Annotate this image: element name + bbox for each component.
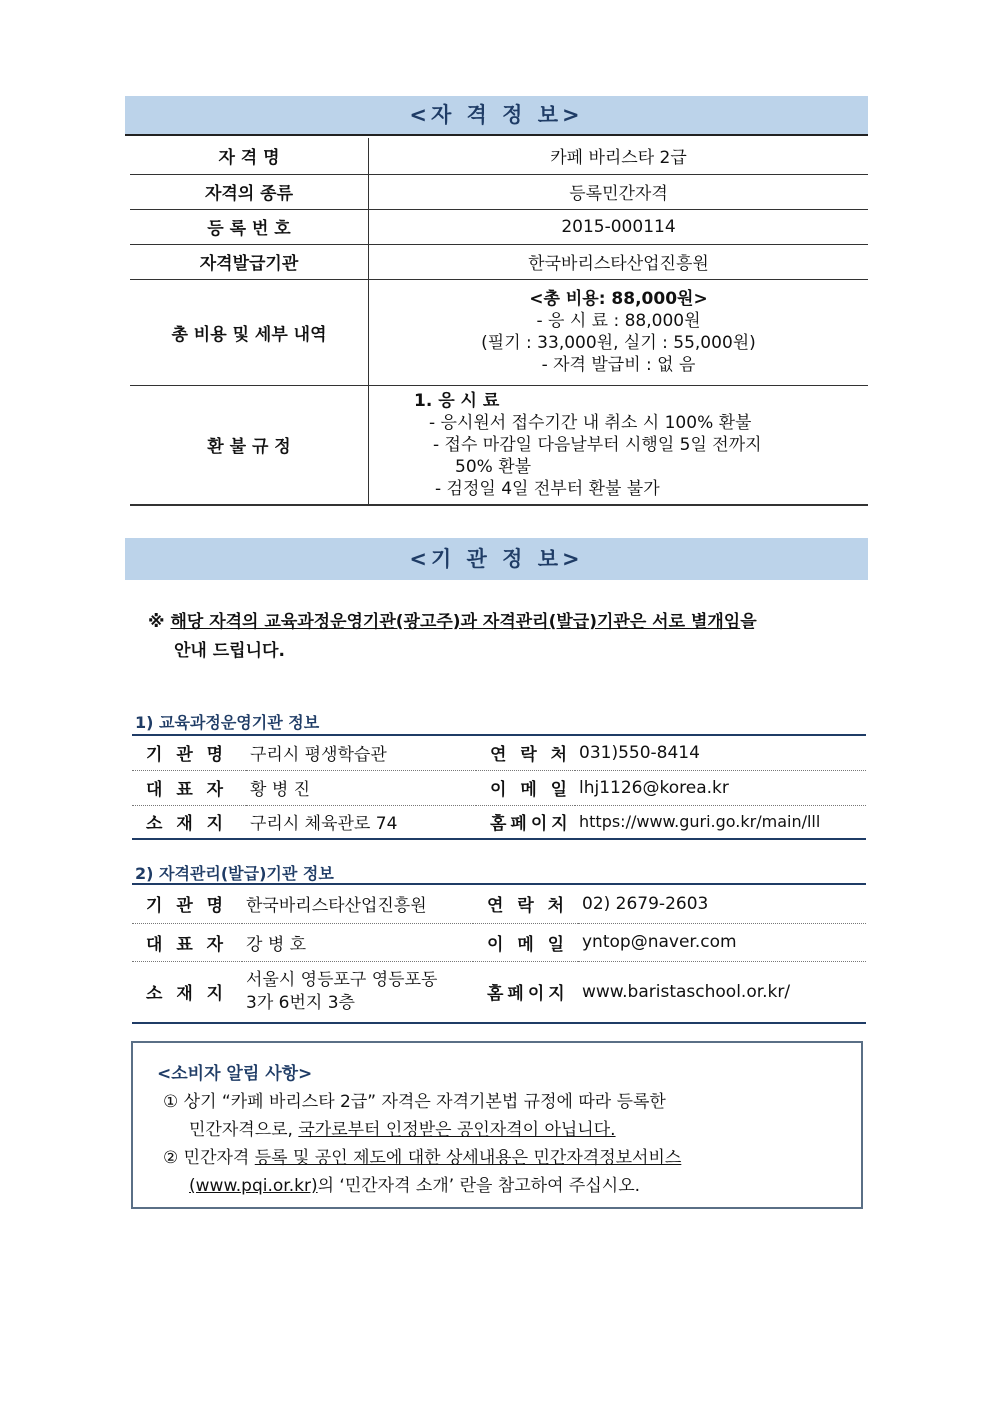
value-homepage: www.baristaschool.or.kr/	[578, 961, 866, 1023]
notice-line-2: 안내 드립니다.	[174, 641, 285, 661]
label-homepage: 홈페이지	[476, 805, 575, 839]
consumer-item-2-line-2	[189, 1171, 640, 1196]
label-address: 소 재 지	[132, 961, 242, 1023]
label-email: 이 메 일	[476, 770, 575, 805]
label-contact: 연 락 처	[476, 735, 575, 770]
issue-org-title: 2) 자격관리(발급)기관 정보	[135, 864, 334, 883]
notice-underlined: 해당 자격의 교육과정운영기관(광고주)과 자격관리(발급)기관은 서로 별개임	[170, 612, 741, 632]
consumer-notice-title: <소비자 알림 사항>	[157, 1064, 313, 1084]
row-value: 한국바리스타산업진흥원	[369, 244, 869, 279]
value-representative: 강 병 호	[242, 923, 473, 961]
cost-row	[130, 279, 868, 385]
item-2-underlined: 등록 및 공인 제도에 대한 상세내용은 민간자격정보서비스	[254, 1148, 682, 1168]
value-email: yntop@naver.com	[578, 923, 866, 961]
table-row	[132, 770, 866, 805]
label-contact: 연 락 처	[473, 884, 578, 923]
refund-line: - 응시원서 접수기간 내 취소 시 100% 환불	[429, 412, 752, 433]
consumer-item-2-line-1	[163, 1143, 681, 1168]
item-1-text: 민간자격으로,	[189, 1120, 299, 1140]
qualification-band-title: <자 격 정 보>	[409, 103, 584, 127]
value-email: lhj1126@korea.kr	[575, 770, 866, 805]
refund-detail	[369, 385, 869, 505]
table-row	[132, 805, 866, 839]
address-line-1: 서울시 영등포구 영등포동	[246, 969, 438, 990]
table-row	[130, 244, 868, 279]
value-contact: 02) 2679-2603	[578, 884, 866, 923]
table-row	[130, 209, 868, 244]
row-value: 2015-000114	[369, 209, 869, 244]
value-address	[242, 961, 473, 1023]
cost-detail	[369, 279, 869, 385]
qualification-table	[130, 138, 868, 506]
refund-line: - 접수 마감일 다음날부터 시행일 5일 전까지	[433, 434, 762, 455]
value-homepage: https://www.guri.go.kr/main/lll	[575, 805, 866, 839]
label-representative: 대 표 자	[132, 770, 246, 805]
label-org-name: 기 관 명	[132, 735, 246, 770]
cost-breakdown: (필기 : 33,000원, 실기 : 55,000원)	[481, 333, 756, 353]
label-org-name: 기 관 명	[132, 884, 242, 923]
row-label: 자격발급기관	[130, 244, 369, 279]
table-row	[132, 735, 866, 770]
row-label: 등 록 번 호	[130, 209, 369, 244]
qualification-band	[125, 96, 868, 134]
consumer-notice-box	[131, 1041, 863, 1209]
label-email: 이 메 일	[473, 923, 578, 961]
agency-band-title: <기 관 정 보>	[409, 547, 584, 571]
cost-exam-fee: - 응 시 료 : 88,000원	[536, 311, 701, 331]
edu-org-table	[132, 734, 866, 840]
issue-org-table	[132, 883, 866, 1024]
agency-notice	[148, 608, 848, 666]
item-1-underlined: 국가로부터 인정받은 공인자격이 아닙니다.	[298, 1120, 616, 1140]
refund-line: 50% 환불	[455, 456, 532, 477]
label-address: 소 재 지	[132, 805, 246, 839]
table-row	[132, 961, 866, 1023]
value-contact: 031)550-8414	[575, 735, 866, 770]
value-org-name: 구리시 평생학습관	[246, 735, 476, 770]
table-row	[132, 923, 866, 961]
refund-row	[130, 385, 868, 505]
value-address: 구리시 체육관로 74	[246, 805, 476, 839]
cost-label: 총 비용 및 세부 내역	[130, 279, 369, 385]
consumer-item-1-line-2	[189, 1115, 616, 1140]
edu-org-title: 1) 교육과정운영기관 정보	[135, 713, 320, 732]
refund-heading: 1. 응 시 료	[414, 390, 500, 411]
row-value: 카페 바리스타 2급	[369, 138, 869, 174]
item-2-text: ② 민간자격	[163, 1148, 255, 1168]
consumer-item-1-line-1: ① 상기 “카페 바리스타 2급” 자격은 자격기본법 규정에 따라 등록한	[163, 1092, 666, 1112]
refund-label: 환 불 규 정	[130, 385, 369, 505]
value-representative: 황 병 진	[246, 770, 476, 805]
value-org-name: 한국바리스타산업진흥원	[242, 884, 473, 923]
row-label: 자 격 명	[130, 138, 369, 174]
qualification-band-line	[125, 134, 868, 136]
pqi-link[interactable]: (www.pqi.or.kr)	[189, 1176, 318, 1196]
label-homepage: 홈페이지	[473, 961, 578, 1023]
notice-tail: 을	[740, 612, 757, 632]
row-label: 자격의 종류	[130, 174, 369, 209]
cost-total: <총 비용: 88,000원>	[529, 289, 708, 309]
label-representative: 대 표 자	[132, 923, 242, 961]
row-value: 등록민간자격	[369, 174, 869, 209]
cost-issue-fee: - 자격 발급비 : 없 음	[541, 355, 696, 375]
address-line-2: 3가 6번지 3층	[246, 992, 355, 1013]
reference-mark-icon: ※	[148, 612, 165, 632]
refund-line: - 검정일 4일 전부터 환불 불가	[435, 478, 660, 499]
agency-band	[125, 538, 868, 580]
item-2-tail: 의 ‘민간자격 소개’ 란을 참고하여 주십시오.	[317, 1176, 641, 1196]
table-row	[130, 174, 868, 209]
table-row	[130, 138, 868, 174]
table-row	[132, 884, 866, 923]
